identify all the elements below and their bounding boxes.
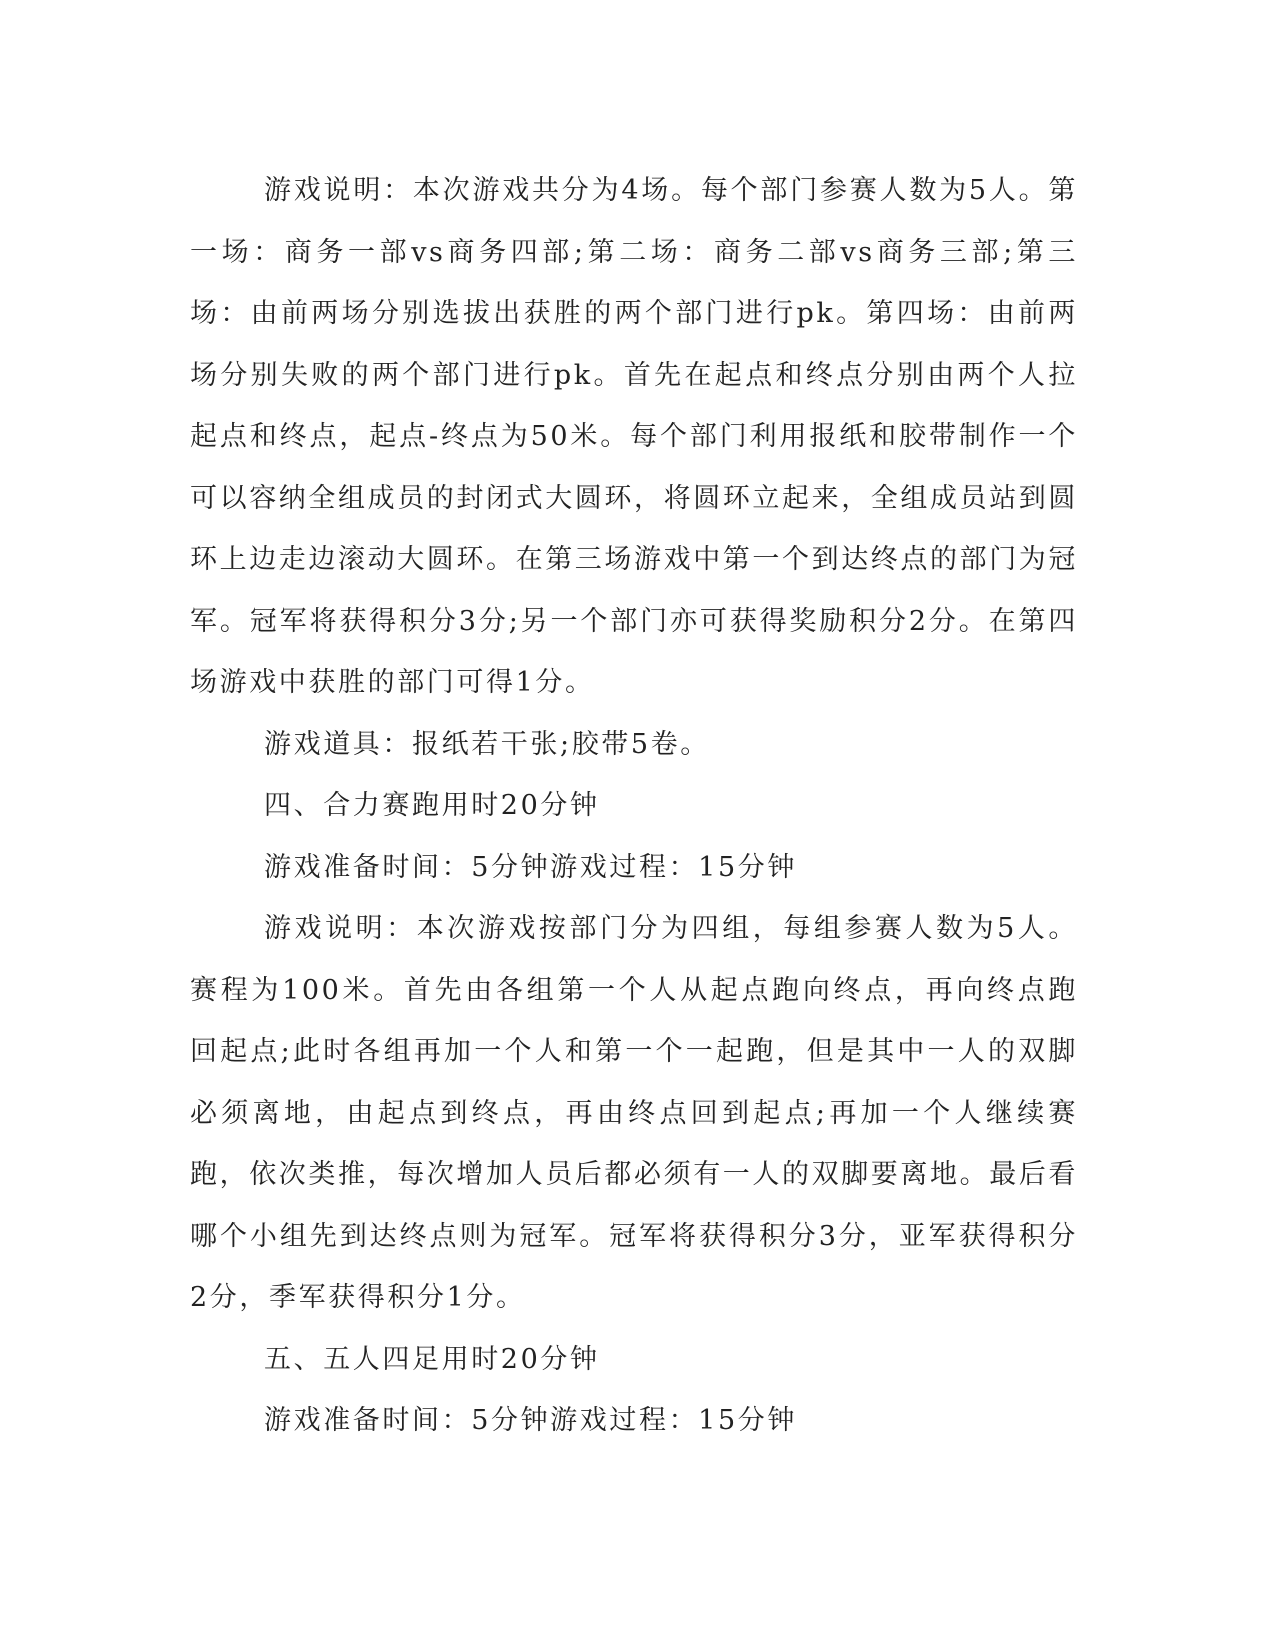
paragraph-game-rules-ring: 游戏说明：本次游戏共分为4场。每个部门参赛人数为5人。第一场：商务一部vs商务四部;第二场：商务二部vs商务三部;第三场：由前两场分别选拔出获胜的两个部门进行pk。第四场：由前两场分别失败的两个部门进行pk。首先在起点和终点分别由两个人拉起点和终点，起点-终点为50米。每个部门利用报纸和胶带制作一个可以容纳全组成员的封闭式大圆环，将圆环立起来，全组成员站到圆环上边走边滚动大圆环。在第三场游戏中第一个到达终点的部门为冠军。冠军将获得积分3分;另一个部门亦可获得奖励积分2分。在第四场游戏中获胜的部门可得1分。 — [190, 175, 1078, 698]
document-body — [190, 160, 1078, 1452]
section-heading-five-people-four-feet: 五、五人四足用时20分钟 — [264, 1343, 600, 1375]
paragraph-relay-timing: 游戏准备时间：5分钟游戏过程：15分钟 — [264, 851, 797, 883]
paragraph-five-people-timing: 游戏准备时间：5分钟游戏过程：15分钟 — [264, 1405, 797, 1436]
paragraph-game-props: 游戏道具：报纸若干张;胶带5卷。 — [264, 728, 710, 760]
paragraph-relay-rules: 游戏说明：本次游戏按部门分为四组，每组参赛人数为5人。赛程为100米。首先由各组第一个人从起点跑向终点，再向终点跑回起点;此时各组再加一个人和第一个一起跑，但是其中一人的双脚必须离地，由起点到终点，再由终点回到起点;再加一个人继续赛跑，依次类推，每次增加人员后都必须有一人的双脚要离地。最后看哪个小组先到达终点则为冠军。冠军将获得积分3分，亚军获得积分2分，季军获得积分1分。 — [190, 913, 1078, 1313]
section-heading-relay-race: 四、合力赛跑用时20分钟 — [264, 790, 600, 821]
